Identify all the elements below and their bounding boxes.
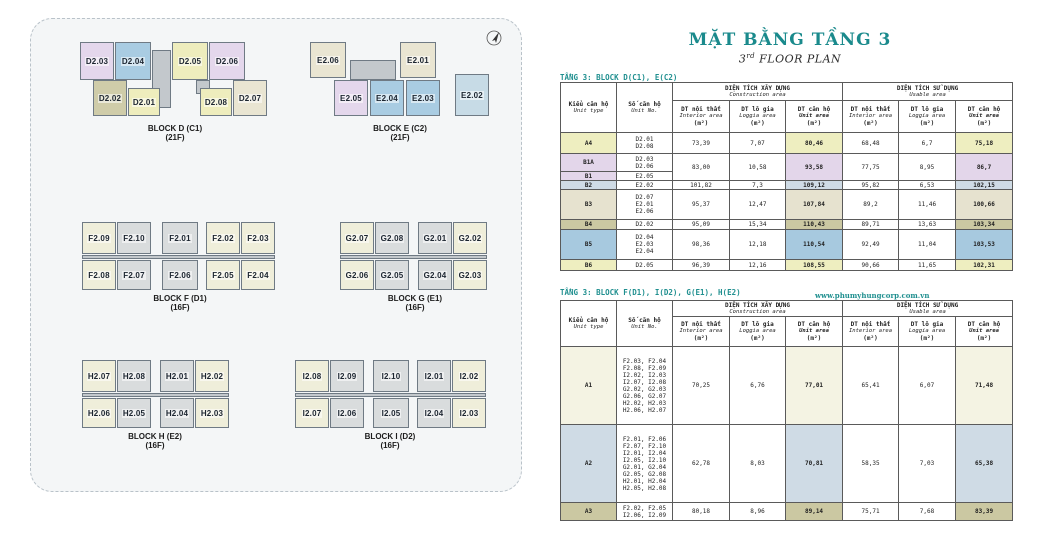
unit-i2-08[interactable]: I2.08 (295, 360, 329, 392)
unit-f2-01[interactable]: F2.01 (162, 222, 198, 254)
group-usable: DIỆN TÍCH SỬ DỤNG Usable area (843, 301, 1013, 317)
group-construction: DIỆN TÍCH XÂY DỰNG Construction area (673, 301, 843, 317)
unit-g2-02[interactable]: G2.02 (453, 222, 487, 254)
block-e-core (350, 60, 396, 80)
unit-h2-06[interactable]: H2.06 (82, 398, 116, 428)
unit-e2-04[interactable]: E2.04 (370, 80, 404, 116)
unit-g2-01[interactable]: G2.01 (418, 222, 452, 254)
unit-f2-07[interactable]: F2.07 (117, 260, 151, 290)
unit-h2-03[interactable]: H2.03 (195, 398, 229, 428)
col-unit-type: Kiểu căn hộ Unit type (561, 83, 617, 133)
unit-g2-06[interactable]: G2.06 (340, 260, 374, 290)
table-row: A1 F2.03, F2.04 F2.08, F2.09 I2.02, I2.03 I2.07, I2.08 G2.02, G2.03 G2.06, G2.07 H2.02, H2.03 H2.06, H2.07 70,25 6,76 77,01 65,41 6,07 71,48 (561, 347, 1013, 425)
block-i-caption: BLOCK I (D2) (16F) (364, 432, 416, 450)
col-unit-no: Số căn hộ Unit No. (617, 83, 673, 133)
unit-h2-08[interactable]: H2.08 (117, 360, 151, 392)
col-u-unit: DT căn hộ Unit area (m²) (956, 317, 1013, 347)
unit-f2-09[interactable]: F2.09 (82, 222, 116, 254)
unit-e2-06[interactable]: E2.06 (310, 42, 346, 78)
unit-g2-05[interactable]: G2.05 (375, 260, 409, 290)
table-row: B3 D2.07 E2.01 E2.06 95,37 12,47 107,84 89,2 11,46 100,66 (561, 190, 1013, 220)
unit-f2-08[interactable]: F2.08 (82, 260, 116, 290)
block-i-corridor (295, 393, 486, 397)
unit-d2-07[interactable]: D2.07 (233, 80, 267, 116)
col-c-interior: DT nội thất Interior area (m²) (673, 101, 730, 133)
unit-f2-05[interactable]: F2.05 (206, 260, 240, 290)
table-row: B5 D2.04 E2.03 E2.04 98,36 12,18 110,54 92,49 11,04 103,53 (561, 230, 1013, 260)
table-row: B1 E2.05 (561, 172, 1013, 181)
unit-e2-01[interactable]: E2.01 (400, 42, 436, 78)
unit-g2-04[interactable]: G2.04 (418, 260, 452, 290)
unit-d2-02[interactable]: D2.02 (93, 80, 127, 116)
table-block-d-e (560, 82, 1013, 271)
page-subtitle: 3rd FLOOR PLAN (738, 52, 842, 66)
table-row: A2 F2.01, F2.06 F2.07, F2.10 I2.01, I2.04 I2.05, I2.10 G2.01, G2.04 G2.05, G2.08 H2.01, H2.04 H2.05, H2.08 62,78 8,03 70,81 58,35 7,03 65,38 (561, 425, 1013, 503)
unit-f2-04[interactable]: F2.04 (241, 260, 275, 290)
unit-d2-05[interactable]: D2.05 (172, 42, 208, 80)
unit-h2-07[interactable]: H2.07 (82, 360, 116, 392)
north-arrow-icon (484, 28, 504, 48)
unit-g2-08[interactable]: G2.08 (375, 222, 409, 254)
unit-f2-02[interactable]: F2.02 (206, 222, 240, 254)
group-construction: DIỆN TÍCH XÂY DỰNG Construction area (673, 83, 843, 101)
unit-i2-05[interactable]: I2.05 (373, 398, 409, 428)
unit-e2-05[interactable]: E2.05 (334, 80, 368, 116)
col-u-unit: DT căn hộ Unit area (m²) (956, 101, 1013, 133)
table-row: B6 D2.05 96,39 12,16 108,55 90,66 11,65 102,31 (561, 260, 1013, 271)
col-c-loggia: DT lô gia Loggia area (m²) (730, 101, 786, 133)
unit-i2-10[interactable]: I2.10 (373, 360, 409, 392)
unit-i2-01[interactable]: I2.01 (417, 360, 451, 392)
unit-e2-03[interactable]: E2.03 (406, 80, 440, 116)
block-g-corridor (340, 255, 487, 259)
unit-i2-07[interactable]: I2.07 (295, 398, 329, 428)
unit-f2-10[interactable]: F2.10 (117, 222, 151, 254)
table-block-f-i-g-h (560, 300, 1013, 521)
unit-f2-06[interactable]: F2.06 (162, 260, 198, 290)
table-row: A4 D2.01 D2.08 73,39 7,07 80,46 68,48 6,7 75,18 (561, 133, 1013, 154)
unit-e2-02[interactable]: E2.02 (455, 74, 489, 116)
col-u-loggia: DT lô gia Loggia area (m²) (899, 101, 956, 133)
block-d-caption: BLOCK D (C1) (21F) (147, 124, 203, 142)
col-c-unit: DT căn hộ Unit area (m²) (786, 101, 843, 133)
table-row: B4 D2.02 95,09 15,34 110,43 89,71 13,63 103,34 (561, 220, 1013, 230)
unit-f2-03[interactable]: F2.03 (241, 222, 275, 254)
block-f-caption: BLOCK F (D1) (16F) (153, 294, 207, 312)
col-c-unit: DT căn hộ Unit area (m²) (786, 317, 843, 347)
table-row: B2 E2.02 101,82 7,3 109,12 95,82 6,53 102,15 (561, 181, 1013, 190)
block-g-caption: BLOCK G (E1) (16F) (387, 294, 443, 312)
col-u-loggia: DT lô gia Loggia area (m²) (899, 317, 956, 347)
unit-h2-01[interactable]: H2.01 (160, 360, 194, 392)
table1-heading: TẦNG 3: BLOCK D(C1), E(C2) (560, 73, 678, 82)
unit-i2-06[interactable]: I2.06 (330, 398, 364, 428)
block-f-corridor (82, 255, 275, 259)
col-u-interior: DT nội thất Interior area (m²) (843, 317, 899, 347)
unit-g2-07[interactable]: G2.07 (340, 222, 374, 254)
unit-i2-04[interactable]: I2.04 (417, 398, 451, 428)
unit-d2-03[interactable]: D2.03 (80, 42, 114, 80)
website-link[interactable]: www.phumyhungcorp.com.vn (815, 291, 930, 300)
unit-h2-04[interactable]: H2.04 (160, 398, 194, 428)
unit-h2-05[interactable]: H2.05 (117, 398, 151, 428)
col-unit-no: Số căn hộ Unit No. (617, 301, 673, 347)
unit-d2-04[interactable]: D2.04 (115, 42, 151, 80)
block-h-corridor (82, 393, 229, 397)
unit-d2-01[interactable]: D2.01 (128, 88, 160, 116)
page-title: MẶT BẰNG TẦNG 3 (688, 30, 892, 50)
table2-heading: TẦNG 3: BLOCK F(D1), I(D2), G(E1), H(E2) (560, 288, 741, 297)
table-row: A3 F2.02, F2.05 I2.06, I2.09 80,18 8,96 89,14 75,71 7,68 83,39 (561, 503, 1013, 521)
col-u-interior: DT nội thất Interior area (m²) (843, 101, 899, 133)
unit-i2-02[interactable]: I2.02 (452, 360, 486, 392)
unit-h2-02[interactable]: H2.02 (195, 360, 229, 392)
unit-i2-03[interactable]: I2.03 (452, 398, 486, 428)
col-unit-type: Kiểu căn hộ Unit type (561, 301, 617, 347)
unit-g2-03[interactable]: G2.03 (453, 260, 487, 290)
block-e-caption: BLOCK E (C2) (21F) (373, 124, 427, 142)
unit-d2-08[interactable]: D2.08 (200, 88, 232, 116)
unit-d2-06[interactable]: D2.06 (209, 42, 245, 80)
unit-i2-09[interactable]: I2.09 (330, 360, 364, 392)
col-c-loggia: DT lô gia Loggia area (m²) (730, 317, 786, 347)
col-c-interior: DT nội thất Interior area (m²) (673, 317, 730, 347)
block-h-caption: BLOCK H (E2) (16F) (128, 432, 182, 450)
group-usable: DIỆN TÍCH SỬ DỤNG Usable area (843, 83, 1013, 101)
table-row: B1A D2.03 D2.06 83,00 10,58 93,58 77,75 8,95 86,7 (561, 154, 1013, 172)
